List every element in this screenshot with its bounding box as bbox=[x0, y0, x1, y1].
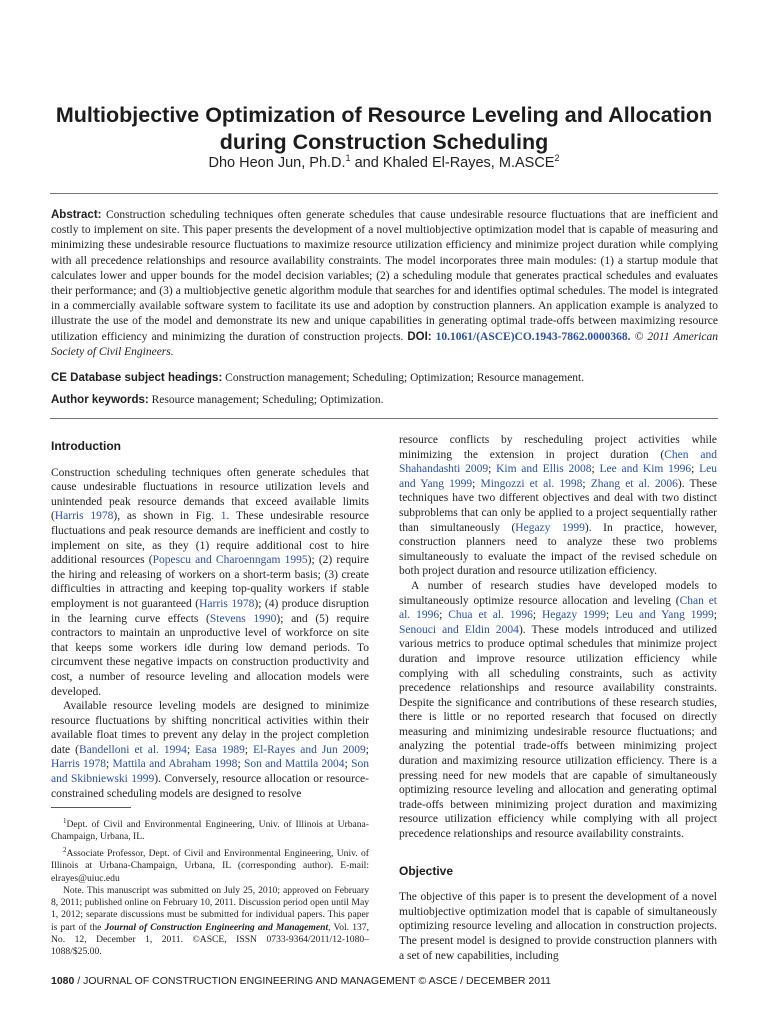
footnotes bbox=[51, 815, 369, 959]
section-heading: Introduction bbox=[51, 439, 121, 453]
keywords-text: Resource management; Scheduling; Optimization. bbox=[151, 394, 384, 406]
citation-link[interactable]: Hegazy 1999 bbox=[541, 609, 607, 622]
paragraph: The objective of this paper is to present the development of a novel multiobjective optimization model that is capable of simultaneously optimizing resource leveling and allocation in construction projects. The present model is designed to provide construction planners with a set of new capabilities, including bbox=[399, 891, 717, 962]
subject-headings bbox=[51, 372, 718, 384]
abstract-label: Abstract: bbox=[51, 209, 102, 221]
affiliation-marker: 1 bbox=[345, 153, 351, 163]
manuscript-note: Note. This manuscript was submitted on July 25, 2010; approved on February 8, 2011; published online on February 10, 2011. Discussion period open until May 1, 2012; separate discussions must be submitted for individual papers. This paper is part of the Journal of Construction Engineering and Management, Vol. 137, No. 12, December 1, 2011. ©ASCE, ISSN 0733-9364/2011/12-1080–1088/$25.00. bbox=[51, 884, 369, 958]
author-keywords bbox=[51, 394, 718, 406]
citation-link[interactable]: Lee and Kim 1996 bbox=[599, 463, 692, 476]
paper-title: Multiobjective Optimization of Resource Leveling and Allocation during Construction Scheduling bbox=[55, 103, 713, 155]
right-column bbox=[399, 433, 717, 963]
citation-link[interactable]: Chan et al. 1996 bbox=[399, 594, 717, 622]
section-heading: Objective bbox=[399, 863, 454, 878]
keywords-label: Author keywords: bbox=[51, 394, 149, 406]
citation-link[interactable]: Mattila and Abraham 1998 bbox=[112, 758, 238, 771]
citation-link[interactable]: Son and Skibniewski 1999 bbox=[51, 758, 369, 786]
paragraph: Available resource leveling models are designed to minimize resource fluctuations by shifting noncritical activities within their available float times to prevent any delay in the project completion date (Bandelloni et al. 1994; Easa 1989; El-Rayes and Jun 2009; Harris 1978; Mattila and Abraham 1998; Son and Mattila 2004; Son and Skibniewski 1999). Conversely, resource allocation or resource-constrained scheduling models are designed to resolve bbox=[51, 700, 369, 800]
footnote: $^1$Dept. of Civil and Environmental Engineering, Univ. of Illinois at Urbana-Champaign, Urbana, IL. bbox=[51, 817, 369, 843]
divider bbox=[50, 418, 718, 419]
citation-link[interactable]: Stevens 1990 bbox=[209, 612, 277, 625]
affiliation-marker: 2 bbox=[554, 153, 560, 163]
abstract bbox=[51, 208, 718, 360]
subject-label: CE Database subject headings: bbox=[51, 372, 223, 384]
citation-link[interactable]: El-Rayes and Jun 2009 bbox=[253, 743, 366, 756]
paragraph: A number of research studies have developed models to simultaneously optimize resource allocation and leveling (Chan et al. 1996; Chua et al. 1996; Hegazy 1999; Leu and Yang 1999; Senouci and Eldin 2004). These models introduced and utilized various metrics to produce optimal schedules that minimize project duration and improve resource utilization efficiency while complying with all scheduling constraints, such as activity precedence relationships and resource availability constraints. Despite the significance and contributions of these research studies, there is little or no reported research that focused on directly measuring and minimizing undesirable resource fluctuations; and analyzing the potential trade-offs between minimizing project duration and maximizing resource utilization efficiency. There is a pressing need for new models that are capable of simultaneously optimizing resource leveling and allocation and generating optimal trade-offs between minimizing project duration and maximizing resource utilization efficiency while complying with all project precedence relationships and resource availability constraints. bbox=[399, 579, 717, 841]
footnote: $^2$Associate Professor, Dept. of Civil and Environmental Engineering, Univ. of Illinois at Urbana-Champaign, Urbana, IL (corresponding author). E-mail: elrayes@uiuc.edu bbox=[51, 845, 369, 884]
citation-link[interactable]: Harris 1978 bbox=[199, 597, 255, 610]
citation-link[interactable]: Popescu and Charoenngam 1995 bbox=[152, 554, 308, 567]
author-connector: and bbox=[350, 154, 383, 171]
left-column bbox=[51, 433, 369, 801]
citation-link[interactable]: Kim and Ellis 2008 bbox=[496, 463, 592, 476]
journal-footer: / JOURNAL OF CONSTRUCTION ENGINEERING AND MANAGEMENT © ASCE / DECEMBER 2011 bbox=[74, 975, 551, 987]
citation-link[interactable]: Senouci and Eldin 2004 bbox=[399, 623, 519, 636]
citation-link[interactable]: Hegazy 1999 bbox=[515, 521, 585, 534]
citation-link[interactable]: Easa 1989 bbox=[195, 743, 245, 756]
author-name: Khaled El-Rayes, M.ASCE bbox=[382, 154, 555, 171]
doi-link[interactable]: 10.1061/(ASCE)CO.1943-7862.0000368. bbox=[435, 330, 631, 343]
copyright-text: © 2011 American Society of Civil Engineers. bbox=[51, 330, 719, 358]
citation-link[interactable]: Bandelloni et al. 1994 bbox=[78, 743, 187, 756]
subject-text: Construction management; Scheduling; Optimization; Resource management. bbox=[225, 372, 585, 384]
page-footer bbox=[51, 975, 551, 987]
divider bbox=[50, 193, 718, 194]
citation-link[interactable]: Zhang et al. 2006 bbox=[590, 477, 678, 490]
citation-link[interactable]: Chua et al. 1996 bbox=[448, 609, 533, 622]
author-name: Dho Heon Jun, Ph.D. bbox=[208, 154, 346, 171]
paragraph: resource conflicts by rescheduling project activities while minimizing the extension in project duration (Chen and Shahandashti 2009; Kim and Ellis 2008; Lee and Kim 1996; Leu and Yang 1999; Mingozzi et al. 1998; Zhang et al. 2006). These techniques have two different objectives and deal with two distinct subproblems that can only be applied to a project sequentially rather than simultaneously (Hegazy 1999). In practice, however, construction planners need to analyze these two problems simultaneously to evaluate the impact of the revised schedule on both project duration and resource utilization efficiency. bbox=[399, 434, 717, 578]
citation-link[interactable]: Harris 1978 bbox=[54, 510, 114, 523]
citation-link[interactable]: Leu and Yang 1999 bbox=[399, 463, 717, 490]
author-line bbox=[40, 153, 728, 171]
citation-link[interactable]: Leu and Yang 1999 bbox=[615, 609, 714, 622]
citation-link[interactable]: Harris 1978 bbox=[51, 758, 107, 771]
footnote-divider bbox=[51, 807, 131, 808]
figure-link[interactable]: 1 bbox=[220, 510, 227, 523]
citation-link[interactable]: Mingozzi et al. 1998 bbox=[480, 477, 583, 490]
page-number: 1080 bbox=[51, 975, 75, 987]
doi-label: DOI: bbox=[407, 330, 432, 343]
abstract-text: Construction scheduling techniques often generate schedules that cause undesirable resource fluctuations that are inefficient and costly to implement on site. This paper presents the development of a novel multiobjective optimization model that is capable of measuring and minimizing these undesirable resource fluctuations to maximize resource utilization efficiency and minimize project duration while complying with all precedence relationships and resource availability constraints. The model incorporates three main modules: (1) a startup module that calculates lower and upper bounds for the model decision variables; (2) a scheduling module that generates practical schedules and evaluates their performance; and (3) a multiobjective genetic algorithm module that searches for and identifies optimal schedules. The model is integrated in a commercially available software system to facilitate its use and adoption by construction planners. An application example is analyzed to illustrate the use of the model and demonstrate its new and unique capabilities in generating optimal trade-offs between maximizing resource utilization efficiency and minimizing the duration of construction projects. bbox=[51, 209, 718, 343]
journal-name: Journal of Construction Engineering and Management bbox=[104, 921, 329, 933]
paragraph: Construction scheduling techniques often generate schedules that cause undesirable fluctuations in resource utilization levels and unintended peak resource demands that exceed available limits (Harris 1978), as shown in Fig. 1. These undesirable resource fluctuations and peak resource demands are inefficient and costly to implement on site, as they (1) require additional cost to hire additional resources (Popescu and Charoenngam 1995); (2) require the hiring and releasing of workers on a short-term basis; (3) create difficulties in attracting and keeping top-quality workers if stable employment is not guaranteed (Harris 1978); (4) produce disruption in the learning curve effects (Stevens 1990); and (5) require contractors to maintain an unproductive level of workforce on site that keeps some workers idle during low demand periods. To circumvent these negative impacts on construction productivity and cost, a number of resource leveling and allocation models were developed. bbox=[51, 466, 370, 698]
citation-link[interactable]: Son and Mattila 2004 bbox=[243, 758, 345, 771]
citation-link[interactable]: Chen and Shahandashti 2009 bbox=[399, 448, 717, 476]
